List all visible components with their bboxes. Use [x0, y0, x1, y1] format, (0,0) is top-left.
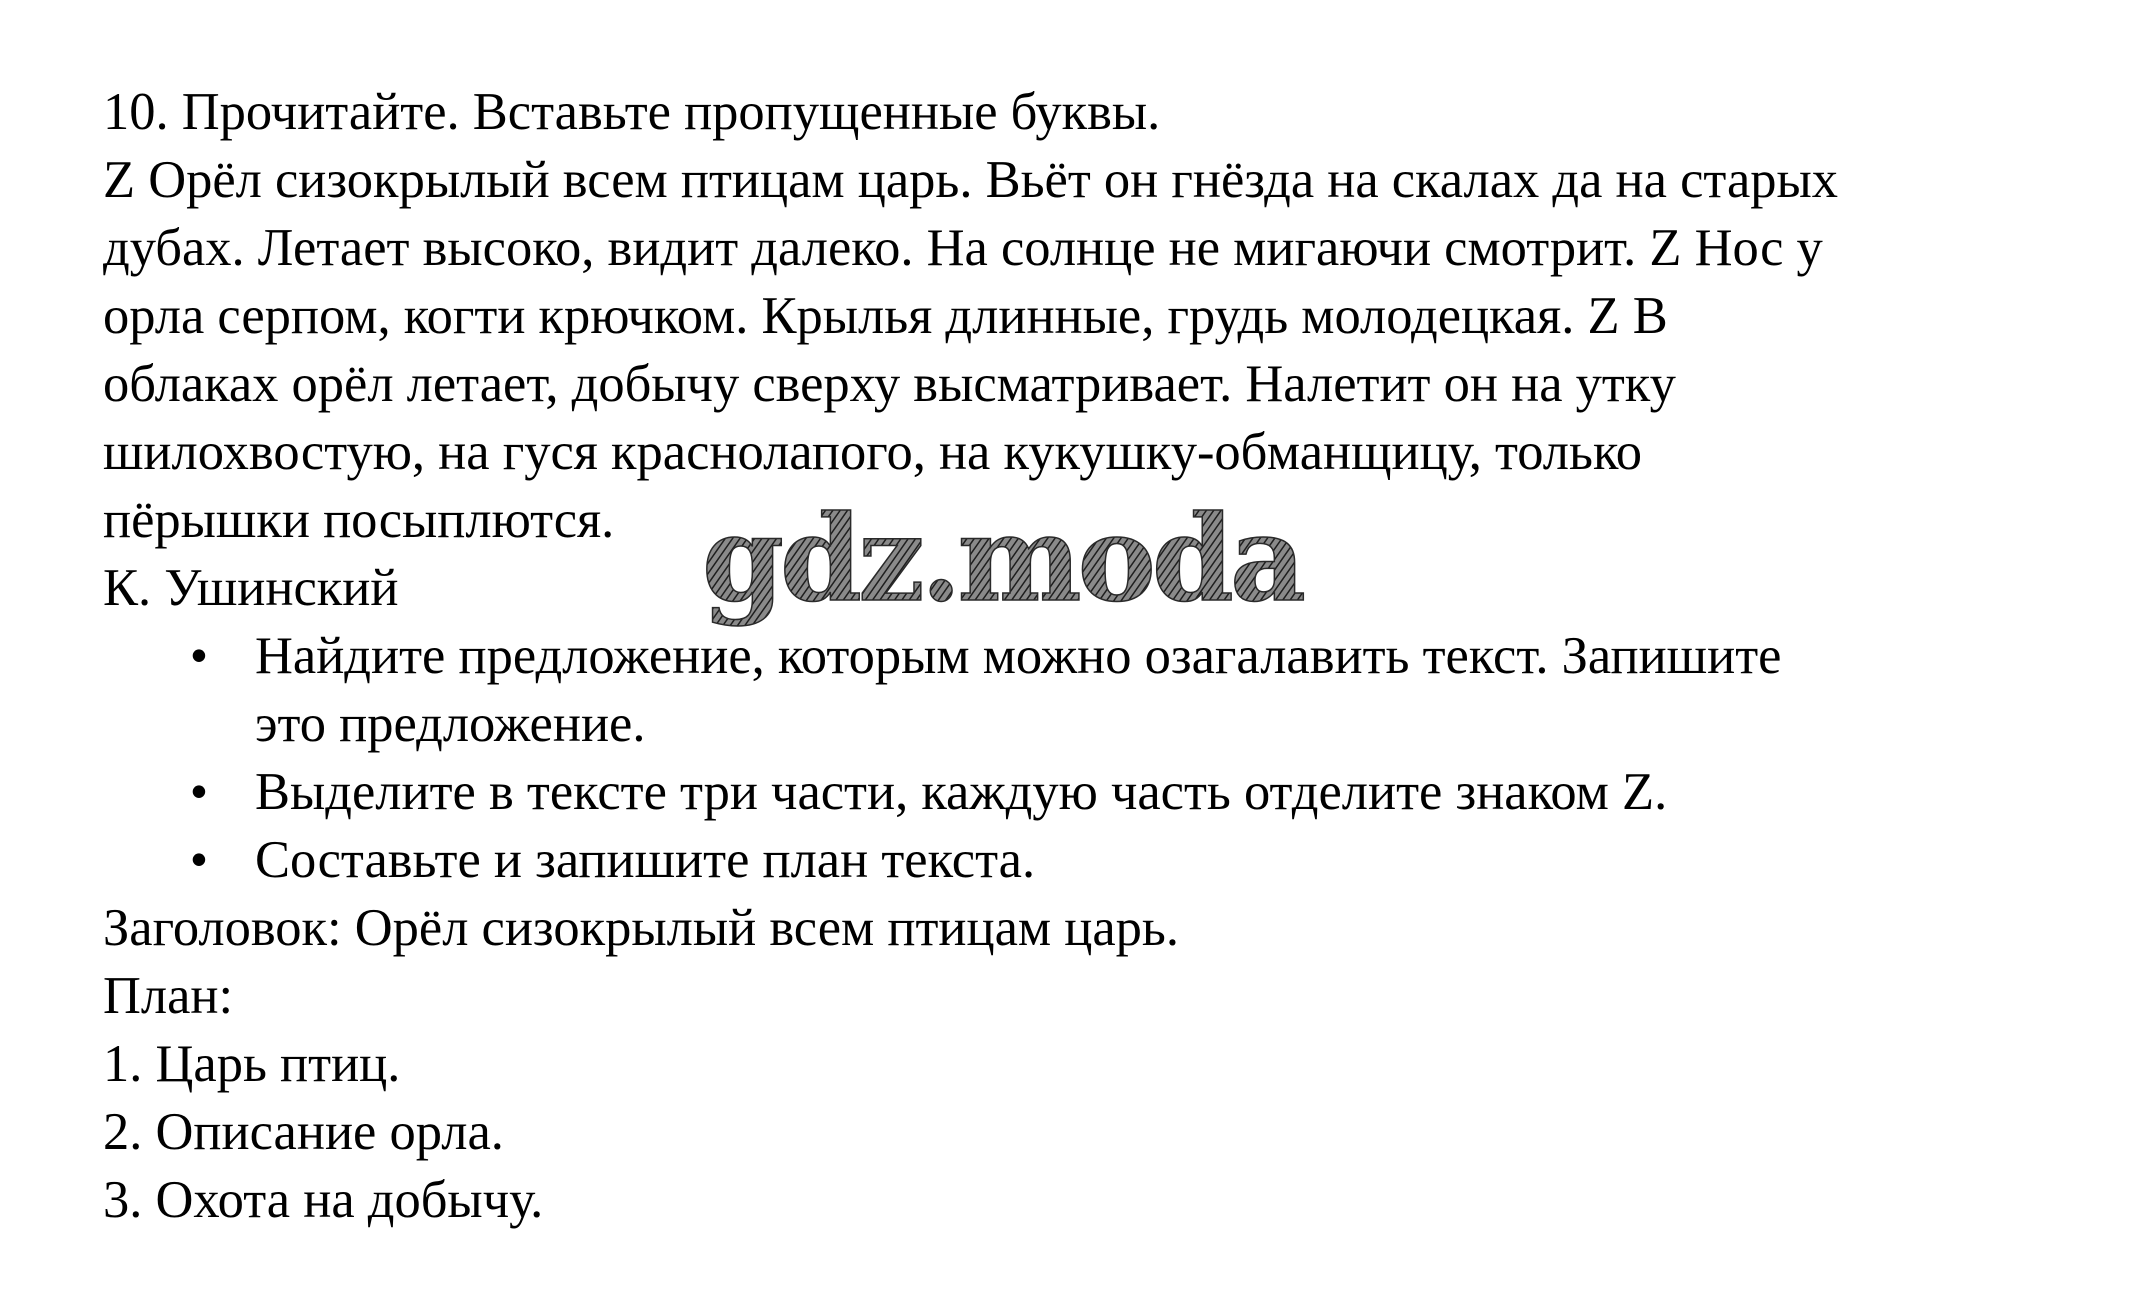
answer-title: Заголовок: Орёл сизокрылый всем птицам царь.	[103, 899, 1179, 957]
text-line: шилохвостую, на гуся краснолапого, на кукушку-обманщицу, только	[103, 423, 1643, 481]
document-page	[103, 78, 2103, 1234]
author-line: К. Ушинский	[103, 559, 399, 617]
plan-label: План:	[103, 967, 234, 1025]
instruction-item	[103, 758, 2103, 826]
instruction-text: Составьте и запишите план текста.	[255, 831, 1036, 889]
watermark-logo-graphic	[700, 500, 1310, 640]
instruction-text: Выделите в тексте три части, каждую часть отделите знаком Z.	[255, 763, 1668, 821]
bullet-icon: •	[189, 627, 209, 685]
bullet-icon: •	[189, 763, 209, 821]
instruction-item	[103, 622, 2103, 758]
instruction-item	[103, 826, 2103, 894]
instruction-list	[103, 622, 2103, 894]
text-line: Z Орёл сизокрылый всем птицам царь. Вьёт он гнёзда на скалах да на старых	[103, 151, 1839, 209]
plan-item: 2. Описание орла.	[103, 1103, 504, 1161]
text-line: орла серпом, когти крючком. Крылья длинные, грудь молодецкая. Z В	[103, 287, 1668, 345]
text-line: пёрышки посыплются.	[103, 491, 615, 549]
watermark-logo	[700, 500, 1310, 640]
text-line: облаках орёл летает, добычу сверху высматривает. Налетит он на утку	[103, 355, 1676, 413]
instruction-text: Найдите предложение, которым можно озагалавить текст. Запишите	[255, 627, 1782, 685]
task-heading: 10. Прочитайте. Вставьте пропущенные буквы.	[103, 83, 1161, 141]
plan-item: 1. Царь птиц.	[103, 1035, 401, 1093]
watermark-text: gdz.moda	[702, 500, 1304, 628]
plan-item: 3. Охота на добычу.	[103, 1171, 544, 1229]
bullet-icon: •	[189, 831, 209, 889]
instruction-text: это предложение.	[255, 695, 646, 753]
text-line: дубах. Летает высоко, видит далеко. На солнце не мигаючи смотрит. Z Нос у	[103, 219, 1823, 277]
